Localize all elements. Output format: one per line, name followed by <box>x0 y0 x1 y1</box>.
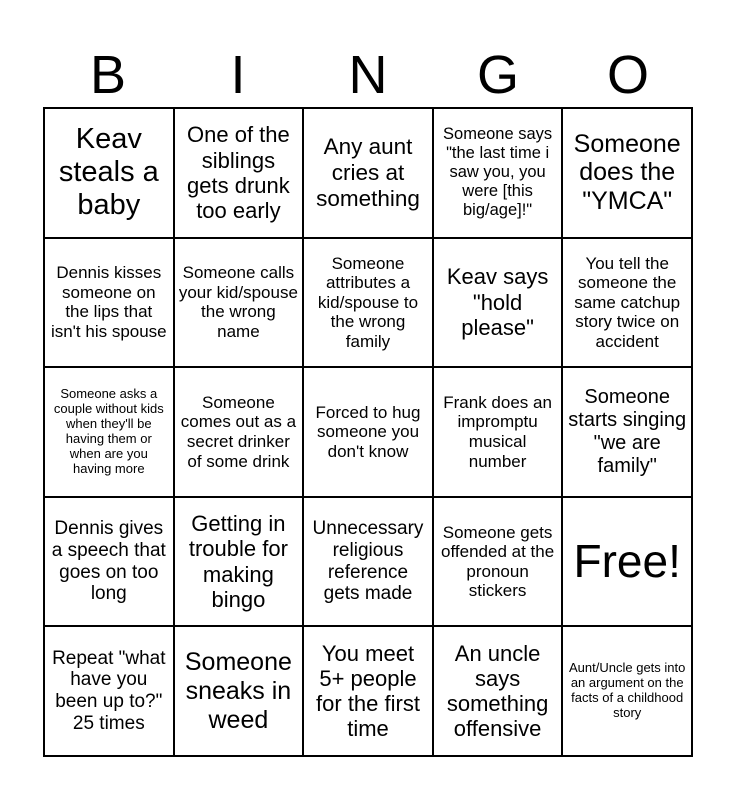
bingo-cell[interactable] <box>303 238 433 368</box>
cell-text: Dennis gives a speech that goes on too long <box>51 517 166 605</box>
header-letter-g: G <box>476 45 519 105</box>
cell-text: Someone gets offended at the pronoun stickers <box>441 522 555 601</box>
cell-text: Keav steals a baby <box>58 122 159 222</box>
cell-text: Any aunt cries at something <box>316 133 420 211</box>
bingo-cell[interactable] <box>433 626 563 756</box>
cell-text: Repeat "what have you been up to?" 25 times <box>52 647 166 735</box>
cell-text: Someone asks a couple without kids when they'll be having them or when are you having more <box>53 386 164 476</box>
header-letter-b: B <box>89 45 127 105</box>
cell-text: Someone sneaks in weed <box>184 648 292 734</box>
bingo-cell[interactable] <box>433 497 563 627</box>
cell-text: You tell the someone the same catchup story twice on accident <box>574 253 681 351</box>
bingo-cell[interactable] <box>303 108 433 238</box>
cell-text: Getting in trouble for making bingo <box>188 511 288 612</box>
bingo-cell[interactable] <box>562 238 692 368</box>
header-letter-i: I <box>230 45 246 105</box>
cell-text: Free! <box>573 535 681 588</box>
bingo-cell[interactable] <box>174 367 304 497</box>
bingo-cell[interactable] <box>303 626 433 756</box>
bingo-cell[interactable] <box>562 626 692 756</box>
cell-text: Someone comes out as a secret drinker of some drink <box>180 392 297 471</box>
cell-text: An uncle says something offensive <box>446 640 549 742</box>
bingo-cell[interactable] <box>174 108 304 238</box>
cell-text: Someone starts singing "we are family" <box>568 385 687 477</box>
bingo-cell[interactable] <box>44 497 174 627</box>
bingo-cell[interactable] <box>433 108 563 238</box>
bingo-cell[interactable] <box>174 626 304 756</box>
cell-text: Dennis kisses someone on the lips that isn't his spouse <box>50 263 167 341</box>
bingo-cell[interactable] <box>303 497 433 627</box>
cell-text: Aunt/Uncle gets into an argument on the facts of a childhood story <box>569 660 686 721</box>
bingo-cell[interactable] <box>562 367 692 497</box>
bingo-cell[interactable] <box>44 626 174 756</box>
bingo-cell[interactable] <box>303 367 433 497</box>
bingo-cell[interactable] <box>44 367 174 497</box>
cell-text: Keav says "hold please" <box>446 264 549 341</box>
cell-text: Unnecessary religious reference gets made <box>312 517 424 605</box>
cell-text: You meet 5+ people for the first time <box>316 640 420 742</box>
bingo-cell[interactable] <box>174 238 304 368</box>
cell-text: Someone attributes a kid/spouse to the wrong family <box>317 253 419 351</box>
cell-text: Frank does an impromptu musical number <box>443 392 552 471</box>
cell-text: Someone calls your kid/spouse the wrong name <box>178 263 298 341</box>
cell-text: Forced to hug someone you don't know <box>315 402 421 461</box>
bingo-header <box>43 40 693 110</box>
bingo-cell[interactable] <box>433 367 563 497</box>
header-letter-n: N <box>348 45 388 105</box>
bingo-cell-free[interactable] <box>562 497 692 627</box>
bingo-cell[interactable] <box>562 108 692 238</box>
bingo-grid <box>43 107 693 757</box>
cell-text: Someone says "the last time i saw you, you were [this big/age]!" <box>443 125 553 220</box>
cell-text: One of the siblings gets drunk too early <box>187 122 290 224</box>
bingo-cell[interactable] <box>44 238 174 368</box>
bingo-cell[interactable] <box>44 108 174 238</box>
bingo-cell[interactable] <box>174 497 304 627</box>
header-letter-o: O <box>606 45 649 105</box>
cell-text: Someone does the "YMCA" <box>573 129 681 216</box>
bingo-cell[interactable] <box>433 238 563 368</box>
